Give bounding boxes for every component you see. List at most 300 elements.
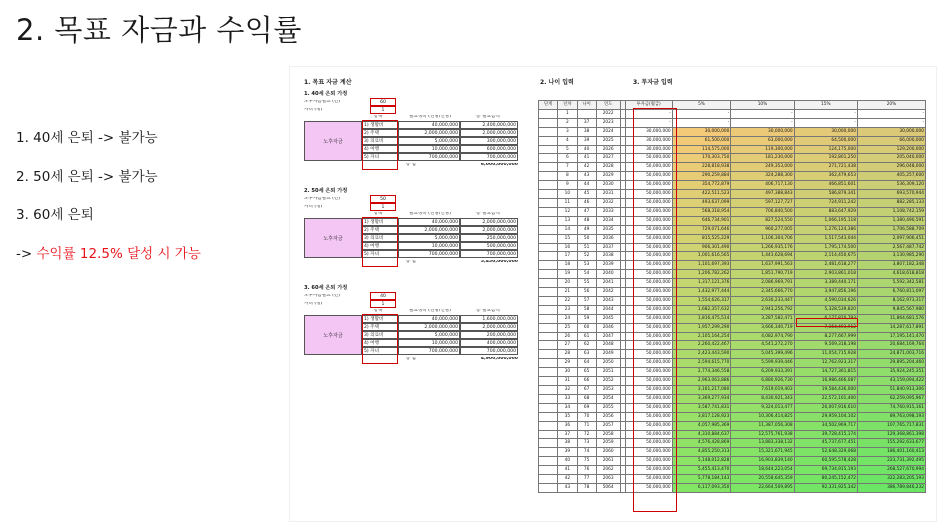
grid-cell — [539, 288, 558, 297]
cost-cell: 700,000,000 — [398, 347, 460, 355]
grid-cell: 50,000,000 — [625, 190, 672, 199]
grid-cell: 906,301,490 — [672, 243, 731, 252]
grid-row — [539, 430, 926, 439]
grid-cell — [539, 296, 558, 305]
grid-row — [539, 332, 926, 341]
grid-cell: 1,380,490,591 — [857, 216, 925, 225]
grid-cell: 2060 — [596, 448, 620, 457]
grid-cell: 57 — [577, 296, 596, 305]
grid-cell — [539, 270, 558, 279]
grid-cell: 4,590,034,626 — [794, 296, 857, 305]
grid-cell: 2046 — [596, 323, 620, 332]
grid-cell: 10,306,414,825 — [731, 412, 794, 421]
grid-cell — [539, 439, 558, 448]
grid-cell: 6 — [558, 154, 577, 163]
grid-cell: 32 — [558, 386, 577, 395]
grid-cell — [577, 109, 596, 118]
grid-cell: 1,517,543,044 — [794, 234, 857, 243]
grid-cell: 30,000,000 — [857, 127, 925, 136]
col-head-cost: 필요경비 (연당/인당) — [408, 309, 452, 313]
grid-cell: 50,000,000 — [625, 430, 672, 439]
grid-cell: 30 — [558, 368, 577, 377]
grid-cell: 2038 — [596, 252, 620, 261]
grid-cell: 2028 — [596, 163, 620, 172]
grid-cell: 2042 — [596, 288, 620, 297]
grid-cell — [539, 225, 558, 234]
item-cell: 5) 자녀 — [362, 153, 398, 161]
grid-cell: 50 — [577, 234, 596, 243]
grid-cell: 268,527,670,994 — [857, 466, 925, 475]
grid-cell: 50,000,000 — [625, 359, 672, 368]
total-cell: 300,000,000 — [460, 137, 518, 145]
grid-cell: 48 — [577, 216, 596, 225]
grid-cell: 1 — [558, 109, 577, 118]
col-head-total: 총 필요금액 — [476, 212, 500, 216]
grid-cell: 1,795,174,500 — [794, 243, 857, 252]
grid-cell: 2,567,487,742 — [857, 243, 925, 252]
item-highlight-box — [362, 314, 398, 364]
grid-cell: 30,000,000 — [625, 127, 672, 136]
grid-cell: 362,479,653 — [794, 172, 857, 181]
grid-cell: 50,000,000 — [625, 439, 672, 448]
cost-cell: 10,000,000 — [398, 339, 460, 347]
grid-cell: 586,879,341 — [794, 190, 857, 199]
grid-cell: 6,880,926,730 — [731, 377, 794, 386]
grid-row — [539, 154, 926, 163]
grid-row — [539, 466, 926, 475]
item-cell: 4) 여행 — [362, 145, 398, 153]
grid-cell: 1,554,626,317 — [672, 296, 731, 305]
total-cell: 1,600,000,000 — [460, 315, 518, 323]
bullet-2: 2. 50세 은퇴 -> 불가능 — [16, 168, 158, 185]
grid-cell: 3,587,741,831 — [672, 403, 731, 412]
grid-cell: 12 — [558, 207, 577, 216]
total-cell: 600,000,000 — [460, 145, 518, 153]
grid-cell: 2030 — [596, 181, 620, 190]
grid-cell: 50,000,000 — [625, 181, 672, 190]
section-title-age: 2. 나이 입력 — [540, 79, 574, 86]
grid-cell: 50,000,000 — [625, 323, 672, 332]
grid-row — [539, 314, 926, 323]
grid-cell: 2 — [558, 118, 577, 127]
grid-cell: 50,000,000 — [625, 234, 672, 243]
grid-cell: 181,230,000 — [731, 154, 794, 163]
grid-cell: 52,648,329,068 — [794, 448, 857, 457]
grid-row — [539, 448, 926, 457]
grid-cell: 2057 — [596, 421, 620, 430]
retirement-fund-block: 노후자금 — [304, 218, 362, 258]
item-cell: 1) 생활비 — [362, 218, 398, 226]
grid-cell: 26,007,916,610 — [794, 403, 857, 412]
cost-cell: 10,000,000 — [398, 145, 460, 153]
retirement-fund-block: 노후자금 — [304, 315, 362, 355]
grid-cell — [539, 109, 558, 118]
total-cell: 700,000,000 — [460, 347, 518, 355]
scenario-title: 2. 50세 은퇴 가정 — [304, 188, 348, 194]
grid-row — [539, 243, 926, 252]
grid-cell: 12,575,761,938 — [731, 430, 794, 439]
grid-cell: 20,558,645,359 — [731, 475, 794, 484]
grid-cell: 2041 — [596, 279, 620, 288]
grid-cell: 6,117,093,350 — [672, 483, 731, 492]
cost-cell: 40,000,000 — [398, 121, 460, 129]
grid-cell: 17,195,141,470 — [857, 332, 925, 341]
grid-cell: 3,947,856,196 — [794, 288, 857, 297]
grid-cell: 4,576,428,869 — [672, 439, 731, 448]
grid-cell: 1,001,616,565 — [672, 252, 731, 261]
grid-cell: 59 — [577, 314, 596, 323]
grid-cell: 2,943,256,792 — [731, 305, 794, 314]
grid-cell: 49 — [577, 225, 596, 234]
grid-cell: 50,000,000 — [625, 448, 672, 457]
grid-cell — [539, 466, 558, 475]
grid-cell: 50,000,000 — [625, 483, 672, 492]
grid-cell: 2037 — [596, 243, 620, 252]
conclusion-prefix: -> — [16, 245, 37, 262]
grid-cell: 50,000,000 — [625, 172, 672, 181]
grid-cell: 17 — [558, 252, 577, 261]
grid-cell: 45,737,677,451 — [794, 439, 857, 448]
grid-cell: 2031 — [596, 190, 620, 199]
grid-cell: 14,727,361,815 — [794, 368, 857, 377]
grid-cell: 30,000,000 — [625, 136, 672, 145]
total-cell: 2,000,000,000 — [460, 323, 518, 331]
grid-cell: 2,260,422,467 — [672, 341, 731, 350]
cost-cell: 700,000,000 — [398, 250, 460, 258]
grid-cell: 13 — [558, 216, 577, 225]
grid-cell: 693,570,944 — [857, 190, 925, 199]
grid-row — [539, 172, 926, 181]
investment-column-box — [633, 108, 677, 512]
grid-cell: 72 — [577, 430, 596, 439]
grid-cell: 34,502,969,717 — [794, 421, 857, 430]
kids-label: 자녀 (명) — [304, 302, 323, 306]
grid-cell — [539, 207, 558, 216]
grid-cell: 1,108,742,159 — [857, 207, 925, 216]
grid-cell: 41 — [577, 154, 596, 163]
cost-cell: 40,000,000 — [398, 218, 460, 226]
grid-cell: 1,206,782,262 — [672, 270, 731, 279]
sum-label: 총 합 — [405, 163, 417, 167]
grid-cell: 14,287,617,891 — [857, 323, 925, 332]
grid-cell: 2029 — [596, 172, 620, 181]
grid-cell: 61 — [577, 332, 596, 341]
grid-cell: 64,500,000 — [794, 136, 857, 145]
item-cell: 4) 여행 — [362, 242, 398, 250]
grid-cell: 69,734,915,193 — [794, 466, 857, 475]
grid-cell: 30,000,000 — [794, 127, 857, 136]
grid-cell: - — [857, 118, 925, 127]
grid-cell: 5 — [558, 145, 577, 154]
grid-cell: 50,000,000 — [625, 350, 672, 359]
grid-header-cell: 투자금(월급) — [625, 101, 672, 110]
grid-cell: 5,328,539,820 — [794, 305, 857, 314]
grid-cell: - — [672, 109, 731, 118]
grid-cell: 1,106,304,706 — [731, 234, 794, 243]
grid-cell: 2,903,861,018 — [794, 270, 857, 279]
cost-cell: 2,000,000,000 — [398, 226, 460, 234]
grid-cell: 50,000,000 — [625, 252, 672, 261]
grid-cell: 60 — [577, 323, 596, 332]
grid-cell: 78 — [577, 483, 596, 492]
item-cell: 5) 자녀 — [362, 347, 398, 355]
grid-cell: 25 — [558, 323, 577, 332]
grid-cell: 2056 — [596, 412, 620, 421]
grid-cell: 29,959,104,102 — [794, 412, 857, 421]
grid-header-cell: 나이 — [577, 101, 596, 110]
grid-cell: 724,911,242 — [794, 198, 857, 207]
col-head-total: 총 필요금액 — [476, 115, 500, 119]
grid-cell: 45 — [577, 190, 596, 199]
sum-label: 총 합 — [405, 260, 417, 264]
item-highlight-box — [362, 217, 398, 267]
section-title-invest: 3. 투자금 입력 — [633, 79, 673, 86]
grid-cell: 70 — [577, 412, 596, 421]
grid-cell: 2055 — [596, 403, 620, 412]
grid-cell: 50,000,000 — [625, 421, 672, 430]
grid-cell: 228,818,938 — [672, 163, 731, 172]
grid-row — [539, 127, 926, 136]
kids-value: 1 — [370, 106, 396, 114]
grid-cell: 1,957,299,290 — [672, 323, 731, 332]
grid-cell: 29,895,204,460 — [857, 359, 925, 368]
grid-cell: 497,388,843 — [731, 190, 794, 199]
grid-cell: 29 — [558, 359, 577, 368]
sum-value: 4,900,000,000 — [480, 357, 518, 361]
grid-cell: 50,000,000 — [625, 216, 672, 225]
grid-row — [539, 368, 926, 377]
grid-cell: 3,807,182,348 — [857, 261, 925, 270]
grid-header-cell: 년차 — [558, 101, 577, 110]
grid-cell: 2,423,443,590 — [672, 350, 731, 359]
grid-cell: 1,851,790,719 — [731, 270, 794, 279]
grid-cell: 50,000,000 — [625, 332, 672, 341]
grid-cell: 54 — [577, 270, 596, 279]
years-label: 노후자금필요 (년) — [304, 100, 341, 104]
cost-cell: 10,000,000 — [398, 242, 460, 250]
grid-cell: 24 — [558, 314, 577, 323]
grid-cell: 50,000,000 — [625, 154, 672, 163]
grid-cell: 960,277,005 — [731, 225, 794, 234]
total-cell: 700,000,000 — [460, 250, 518, 258]
grid-row — [539, 216, 926, 225]
grid-cell — [539, 305, 558, 314]
scenario-title: 3. 60세 은퇴 가정 — [304, 285, 348, 291]
grid-cell: 34 — [558, 403, 577, 412]
grid-row — [539, 181, 926, 190]
grid-cell: 3,287,582,471 — [731, 314, 794, 323]
grid-cell: 92,331,925,342 — [794, 483, 857, 492]
col-head-item: 항목 — [373, 212, 383, 216]
grid-cell: 5,592,342,581 — [857, 279, 925, 288]
grid-cell: - — [625, 109, 672, 118]
grid-cell: 2058 — [596, 430, 620, 439]
grid-cell: 30,000,000 — [625, 145, 672, 154]
grid-cell — [539, 323, 558, 332]
grid-cell — [539, 403, 558, 412]
grid-cell — [539, 394, 558, 403]
grid-cell: 50,000,000 — [625, 394, 672, 403]
item-cell: 3) 의료비 — [362, 331, 398, 339]
grid-cell: 50,000,000 — [625, 341, 672, 350]
grid-cell: 62,259,095,967 — [857, 394, 925, 403]
grid-row — [539, 483, 926, 492]
grid-cell: 8,430,921,343 — [731, 394, 794, 403]
col-head-cost: 필요경비 (연당/인당) — [408, 115, 452, 119]
item-cell: 3) 의료비 — [362, 234, 398, 242]
grid-cell — [539, 243, 558, 252]
bullet-list — [16, 126, 201, 280]
grid-cell: 14 — [558, 225, 577, 234]
spreadsheet-image — [289, 66, 937, 522]
years-value: 50 — [370, 195, 396, 203]
grid-cell: 18 — [558, 261, 577, 270]
grid-cell: 883,647,929 — [794, 207, 857, 216]
grid-cell: 3,369,277,934 — [672, 394, 731, 403]
grid-cell: 3,666,340,719 — [731, 323, 794, 332]
grid-row — [539, 412, 926, 421]
grid-cell: 3,817,128,923 — [672, 412, 731, 421]
grid-row — [539, 279, 926, 288]
kids-value: 1 — [370, 300, 396, 308]
grid-cell: 31 — [558, 377, 577, 386]
grid-header-cell: 20% — [857, 101, 925, 110]
grid-cell — [539, 198, 558, 207]
grid-cell: 44 — [577, 181, 596, 190]
grid-row — [539, 386, 926, 395]
grid-cell: 2,097,906,451 — [857, 234, 925, 243]
cost-cell: 5,000,000 — [398, 331, 460, 339]
grid-cell: 2062 — [596, 466, 620, 475]
grid-cell — [539, 368, 558, 377]
item-cell: 3) 의료비 — [362, 137, 398, 145]
grid-row — [539, 475, 926, 484]
bullet-3: 3. 60세 은퇴 — [16, 207, 94, 223]
grid-cell: 7 — [558, 163, 577, 172]
grid-cell — [539, 350, 558, 359]
grid-cell: 74,760,915,161 — [857, 403, 925, 412]
grid-cell — [539, 172, 558, 181]
grid-cell: 2023 — [596, 118, 620, 127]
grid-cell: 67 — [577, 386, 596, 395]
item-cell: 1) 생활비 — [362, 121, 398, 129]
grid-cell: 12,762,923,317 — [794, 359, 857, 368]
col-head-cost: 필요경비 (연당/인당) — [408, 212, 452, 216]
grid-cell: 1,637,991,563 — [731, 261, 794, 270]
grid-cell: 50,000,000 — [625, 296, 672, 305]
grid-cell: 16,903,839,140 — [731, 457, 794, 466]
grid-cell: 50,000,000 — [625, 279, 672, 288]
grid-cell — [539, 190, 558, 199]
grid-cell: 20,684,169,764 — [857, 341, 925, 350]
grid-cell: 2054 — [596, 394, 620, 403]
grid-cell: 37 — [558, 430, 577, 439]
total-cell: 400,000,000 — [460, 339, 518, 347]
grid-cell: 124,175,000 — [794, 145, 857, 154]
grid-cell: 33 — [558, 394, 577, 403]
cost-cell: 5,000,000 — [398, 234, 460, 242]
grid-cell: 192,801,250 — [794, 154, 857, 163]
grid-cell: 62 — [577, 341, 596, 350]
grid-cell: 30,000,000 — [672, 127, 731, 136]
grid-cell: 27 — [558, 341, 577, 350]
grid-row — [539, 136, 926, 145]
grid-row — [539, 198, 926, 207]
grid-cell: 50,000,000 — [625, 305, 672, 314]
grid-cell: 2048 — [596, 341, 620, 350]
grid-cell: 2,594,615,770 — [672, 359, 731, 368]
grid-cell: 77 — [577, 475, 596, 484]
col-head-item: 항목 — [373, 115, 383, 119]
grid-cell: 68 — [577, 394, 596, 403]
years-value: 40 — [370, 292, 396, 300]
grid-cell — [539, 252, 558, 261]
slide-title: 2. 목표 자금과 수익률 — [16, 13, 302, 47]
grid-cell: 2036 — [596, 234, 620, 243]
grid-cell: 271,721,438 — [794, 163, 857, 172]
grid-cell: 2,630,233,447 — [731, 296, 794, 305]
grid-header-cell: 10% — [731, 101, 794, 110]
grid-cell: 1,816,475,514 — [672, 314, 731, 323]
total-cell: 2,000,000,000 — [460, 226, 518, 234]
grid-cell: 37 — [577, 118, 596, 127]
grid-cell: 882,285,133 — [857, 198, 925, 207]
grid-cell: 26 — [558, 332, 577, 341]
grid-row — [539, 225, 926, 234]
grid-cell: 18,644,223,054 — [731, 466, 794, 475]
grid-cell: 1,101,697,393 — [672, 261, 731, 270]
grid-cell: 63,000,000 — [731, 136, 794, 145]
conclusion-highlight: 수익률 12.5% 달성 시 가능 — [36, 245, 201, 262]
grid-cell: 7,154,493,912 — [794, 323, 857, 332]
grid-cell: 89,763,098,193 — [857, 412, 925, 421]
grid-cell — [539, 261, 558, 270]
section-title-goal: 1. 목표 자금 계산 — [304, 79, 352, 86]
grid-cell: 2043 — [596, 296, 620, 305]
grid-cell: 1,276,124,386 — [794, 225, 857, 234]
grid-row — [539, 270, 926, 279]
grid-cell: 1,317,121,376 — [672, 279, 731, 288]
grid-row — [539, 234, 926, 243]
grid-cell — [539, 359, 558, 368]
grid-row — [539, 350, 926, 359]
grid-cell: 6,209,933,391 — [731, 368, 794, 377]
grid-cell: 1,443,628,694 — [731, 252, 794, 261]
grid-cell: 2063 — [596, 475, 620, 484]
grid-cell: - — [731, 118, 794, 127]
grid-cell: - — [857, 109, 925, 118]
grid-cell — [539, 483, 558, 492]
grid-cell: 50,000,000 — [625, 270, 672, 279]
grid-cell: 50,000,000 — [625, 288, 672, 297]
grid-cell: 119,300,000 — [731, 145, 794, 154]
grid-cell: 706,840,500 — [731, 207, 794, 216]
grid-cell: 2024 — [596, 127, 620, 136]
grid-cell — [539, 386, 558, 395]
grid-cell: 50,000,000 — [625, 403, 672, 412]
grid-cell: 40 — [577, 145, 596, 154]
grid-cell: 30,000,000 — [731, 127, 794, 136]
grid-cell: 50,000,000 — [625, 198, 672, 207]
grid-cell: 406,717,130 — [731, 181, 794, 190]
item-highlight-box — [362, 120, 398, 170]
grid-cell: 4,618,618,818 — [857, 270, 925, 279]
total-cell: 200,000,000 — [460, 331, 518, 339]
grid-cell: 2061 — [596, 457, 620, 466]
grid-cell: 2032 — [596, 198, 620, 207]
grid-cell: 2027 — [596, 154, 620, 163]
grid-cell: 36 — [558, 421, 577, 430]
